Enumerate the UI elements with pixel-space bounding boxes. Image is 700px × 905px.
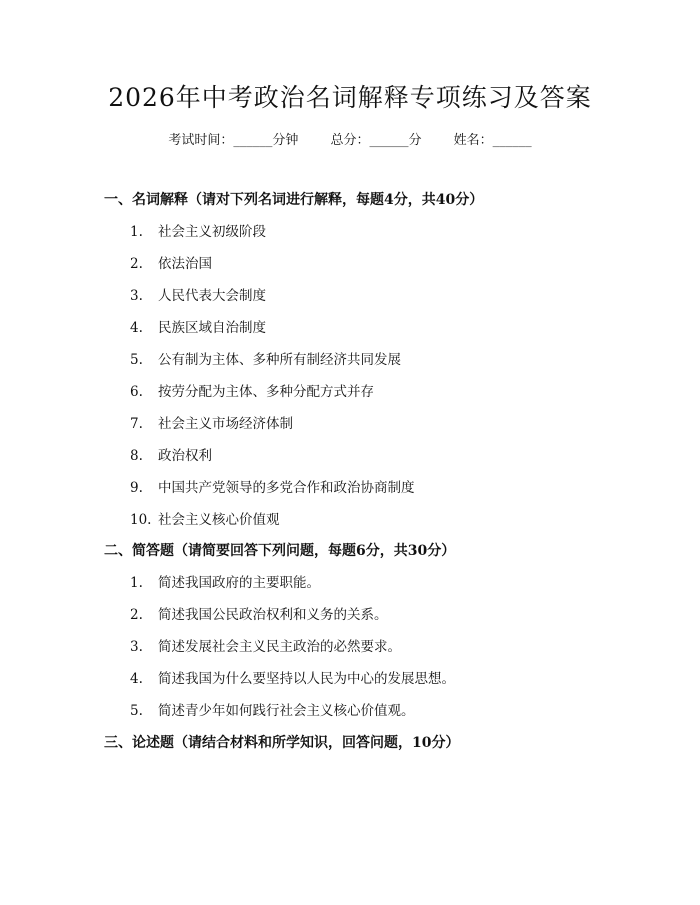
item-text: 人民代表大会制度 bbox=[158, 288, 266, 304]
item-number: 4. bbox=[130, 320, 143, 336]
list-item bbox=[130, 414, 293, 434]
list-item bbox=[130, 254, 212, 274]
item-number: 2. bbox=[130, 256, 143, 272]
item-number: 5. bbox=[130, 703, 143, 719]
item-number: 1. bbox=[130, 575, 143, 591]
list-item bbox=[130, 286, 266, 306]
list-item bbox=[130, 605, 388, 625]
item-text: 按劳分配为主体、多种分配方式并存 bbox=[158, 384, 374, 400]
list-item bbox=[130, 318, 266, 338]
list-item bbox=[130, 510, 280, 530]
item-number: 6. bbox=[130, 384, 143, 400]
item-text: 简述我国公民政治权利和义务的关系。 bbox=[158, 607, 388, 623]
exam-meta bbox=[0, 131, 700, 151]
item-number: 5. bbox=[130, 352, 143, 368]
item-text: 政治权利 bbox=[158, 448, 212, 464]
page-title: 2026年中考政治名词解释专项练习及答案 bbox=[108, 83, 592, 112]
list-item bbox=[130, 222, 266, 242]
item-text: 民族区域自治制度 bbox=[158, 320, 266, 336]
section-heading: 三、论述题（请结合材料和所学知识，回答问题，10分） bbox=[104, 735, 460, 751]
item-text: 简述发展社会主义民主政治的必然要求。 bbox=[158, 639, 401, 655]
list-item bbox=[130, 637, 401, 657]
list-item bbox=[130, 669, 455, 689]
item-text: 简述青少年如何践行社会主义核心价值观。 bbox=[158, 703, 415, 719]
item-number: 3. bbox=[130, 639, 143, 655]
item-text: 简述我国政府的主要职能。 bbox=[158, 575, 320, 591]
item-text: 公有制为主体、多种所有制经济共同发展 bbox=[158, 352, 401, 368]
item-number: 1. bbox=[130, 224, 143, 240]
section-heading: 一、名词解释（请对下列名词进行解释，每题4分，共40分） bbox=[104, 192, 484, 208]
item-text: 社会主义初级阶段 bbox=[158, 224, 266, 240]
section-heading: 二、简答题（请简要回答下列问题，每题6分，共30分） bbox=[104, 543, 456, 559]
exam-time: 考试时间：______分钟 bbox=[168, 133, 299, 148]
item-text: 社会主义市场经济体制 bbox=[158, 416, 293, 432]
item-number: 4. bbox=[130, 671, 143, 687]
item-number: 10. bbox=[130, 512, 152, 528]
list-item bbox=[130, 382, 374, 402]
item-number: 3. bbox=[130, 288, 143, 304]
student-name: 姓名：______ bbox=[453, 133, 532, 148]
list-item bbox=[130, 350, 401, 370]
item-number: 2. bbox=[130, 607, 143, 623]
item-number: 8. bbox=[130, 448, 143, 464]
list-item bbox=[130, 478, 415, 498]
item-text: 中国共产党领导的多党合作和政治协商制度 bbox=[158, 480, 415, 496]
list-item bbox=[130, 446, 212, 466]
list-item bbox=[130, 573, 320, 593]
item-text: 简述我国为什么要坚持以人民为中心的发展思想。 bbox=[158, 671, 455, 687]
list-item bbox=[130, 701, 415, 721]
item-text: 社会主义核心价值观 bbox=[158, 512, 280, 528]
item-number: 7. bbox=[130, 416, 143, 432]
item-number: 9. bbox=[130, 480, 143, 496]
total-score: 总分：______分 bbox=[330, 133, 422, 148]
item-text: 依法治国 bbox=[158, 256, 212, 272]
